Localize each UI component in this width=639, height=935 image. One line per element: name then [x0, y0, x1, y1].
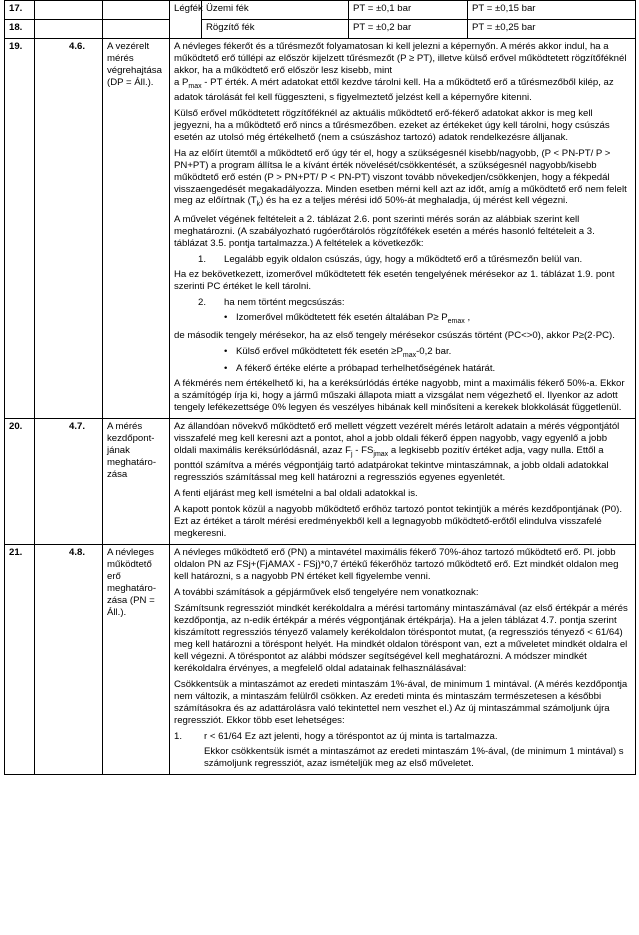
table-row [5, 1, 636, 20]
section-title: A vezérelt mérés végrehajtása (DP = Áll.). [103, 39, 170, 419]
section-number: 4.8. [35, 544, 103, 774]
list-item: 2. ha nem történt megcsúszás: [198, 297, 345, 309]
list-item: • Izomerővel működtetett fék esetén általában $P\ge P_{emax}$ , [224, 312, 471, 325]
row-number: 20. [5, 419, 35, 545]
paragraph: Ha az előírt ütemtől a működtető erő úgy tér el, hogy a szükségesnél kisebb/nagyobb, (P < PN-PT/ P > PN+PT) a program állítsa le a kívánt érték növelését/csökkentését, a szükségesnél nagyobb/kisebb működtető erő estén (P > PN+PT/ P < PN-PT) viszont tovább növekedjen/csökkenjen, hogy a fékpedál visszaengedését megakadályozza. Minden esetben mérni kell azt az időt, amíg a működtető erő nem felelt meg az előírtnak $(T_k)$ és ha ez a teljes mérési idő 50%-át meghaladja, új mérést kell végezni. [174, 147, 627, 209]
paragraph: Külső erővel működtetett rögzítőféknél az aktuális működtető erő-fékerő adatokat akkor is meg kell jegyezni, ha a működtető erő nincs a tűrésmezőben. ezeket az értékeket úgy kell tárolni, hogy csúszás esetén az utolsó még értékelhető (nem a csúszáshoz tartozó) adatok rendelkezésre álljanak. [174, 107, 610, 143]
paragraph: A további számítások a gépjárművek első tengelyére nem vonatkoznak: [174, 586, 479, 598]
section-body [170, 419, 636, 545]
bullet-icon: • [224, 363, 228, 375]
tolerance-value: PT = ±0,2 bar [349, 20, 468, 39]
list-item: • A fékerő értéke elérte a próbapad terhelhetőségének határát. [224, 363, 496, 375]
table-row [5, 419, 636, 545]
paragraph: Ekkor csökkentsük ismét a mintaszámot az eredeti mintaszám 1%-ával, (de minimum 1 mintával) s számoljunk regressziót, azaz ismételjük meg az első műveletet. [204, 745, 624, 769]
section-body [170, 39, 636, 419]
table-row [5, 20, 636, 39]
paragraph: A névleges fékerőt és a tűrésmezőt folyamatosan ki kell jelezni a képernyőn. A mérés akkor indul, ha a működtető erő túllépi az először kijelzett tűrésmezőt (P ≥ PT), illetve külső erővel működtetett rögzítőféknél akkor, ha a működtető erő először lesz kisebb, mint a $P_{max}$ - PT érték. A mért adatokat ettől kezdve tárolni kell. Ha a működtető erő a tűrésmezőből kilép, az adatok tárolását fel kell függeszteni, s figyelmeztető jelzést kell a képernyőre kitenni. [174, 41, 627, 103]
brake-type: Üzemi fék [202, 1, 349, 20]
section-title: A mérés kezdőpont-jának meghatáro-zása [103, 419, 170, 545]
list-item: • Külső erővel működtetett fék esetén $\ge P_{max}-0,2$ bar. [224, 345, 452, 359]
paragraph: A kapott pontok közül a nagyobb működtető erőhöz tartozó pontot tekintjük a mérés kezdőpontjának (P0). Ezt az értéket a tárolt mérési eredményekből kell a legnagyobb működtető-erőtől elindulva visszafelé megkeresni. [174, 503, 622, 539]
list-item: 1. Legalább egyik oldalon csúszás, úgy, hogy a működtető erő a tűrésmezőn belül van. [198, 254, 583, 266]
row-number: 21. [5, 544, 35, 774]
tolerance-value: PT = ±0,25 bar [468, 20, 636, 39]
row-number: 18. [5, 20, 35, 39]
bullet-icon: • [224, 312, 228, 324]
paragraph: Csökkentsük a mintaszámot az eredeti mintaszám 1%-ával, de minimum 1 mintával. (A mérés kezdőpontja nem változik, a mintaszám felülről csökken. Az eredeti minta és mintaszám természetesen a későbbi számításokra és az adattárolásra való tekintettel nem veszhet el.) Az új mintaszámmal számoljunk újra regressziót. Ekkor több eset lehetséges: [174, 678, 628, 726]
section-number: 4.7. [35, 419, 103, 545]
brake-type: Rögzítő fék [202, 20, 349, 39]
tolerance-value: PT = ±0,1 bar [349, 1, 468, 20]
document-table [4, 0, 636, 775]
bullet-icon: • [224, 345, 228, 357]
row-number: 19. [5, 39, 35, 419]
table-row [5, 544, 636, 774]
paragraph: A művelet végének feltételeit a 2. táblázat 2.6. pont szerinti mérés során az alábbiak szerint kell meghatározni. (A szabályozható rugóerőtárolós rögzítőfékek esetén a mérés hasonló feltételeit a 3. táblázat 3.5. pontja tartalmazza.) A feltételek a következők: [174, 214, 595, 250]
paragraph: Az állandóan növekvő működtető erő mellett végzett vezérelt mérés letárolt adatain a mérés végpontjától visszafelé meg kell keresni azt a pontot, ahol a jobb oldali fékerő éppen nagyobb, vagy egyenlő a jobb oldali maximális keréksúrlódásnál, azaz $F_j - FS_{jmax}$ a legkisebb pozitív értéket adja, vagy nulla. Ettől a ponttól számítva a mérés végpontjáig tartó adatpárokat tekintve mintaszámnak, a jobb oldali adatokkal regressziós számítással meg kell határozni a regressziós egyenes egyenletét. [174, 421, 620, 483]
row-number: 17. [5, 1, 35, 20]
paragraph: A névleges működtető erő (PN) a mintavétel maximális fékerő 70%-ához tartozó működtető erő. Pl. jobb oldalon PN az FSj+(FjAMAX - FSj)*0,7 értékű fékerőhöz tartozó működtető erő. Ezt mindkét oldalon meg kell határozni, s a nagyobb PN értéket kell figyelembe venni. [174, 546, 619, 582]
paragraph: Ha ez bekövetkezett, izomerővel működtetett fék esetén tengelyének mérésekor az 1. táblázat 1.9. pont szerinti PC értéket le kell tárolni. [174, 269, 615, 293]
list-item: 1. r < 61/64 Ez azt jelenti, hogy a töréspontot az új minta is tartalmazza. [174, 730, 498, 742]
brake-kind [170, 20, 202, 39]
paragraph: Számítsunk regressziót mindkét kerékoldalra a mérési tartomány mintaszámával (az első értékpár a mérés kezdőpontja, az n-edik értékpár a mérés végpontjának értékpárja). Ha a jelen táblázat 4.7. pontja szerint kiszámított regressziós tényező valamely kerékoldalon töréspontot mutat, (a regressziós tényező < 61/64) meg kell határozni a töréspont helyét. Ha mindkét oldalon töréspont van, ezt a műveletet mindkét oldalra el kell végezni. A töréspontot az alábbi módszer segítségével kell meghatározni. A módszer mindkét kerékoldalra érvényes, a megfelelő oldal adatainak felhasználásával: [174, 602, 628, 674]
section-number: 4.6. [35, 39, 103, 419]
tolerance-value: PT = ±0,15 bar [468, 1, 636, 20]
paragraph: A fenti eljárást meg kell ismételni a bal oldali adatokkal is. [174, 487, 418, 499]
paragraph: de második tengely mérésekor, ha az első tengely mérésekor csúszás történt (PC<>0), akkor P≥(2·PC). [174, 329, 615, 341]
section-body [170, 544, 636, 774]
brake-kind: Légfék [170, 1, 202, 20]
table-row [5, 39, 636, 419]
paragraph: A fékmérés nem értékelhető ki, ha a keréksúrlódás értéke nagyobb, mint a maximális fékerő 50%-a. Ekkor a számítógép írja ki, hogy a jármű műszaki állapota miatt a vizsgálat nem végezhető el. Ilyenkor az adott tengely lefékezettsége 0% legyen és veszélyes hibának kell minősíteni a kerekek blokkolását függetlenül. [174, 378, 625, 414]
section-title: A névleges működtető erő meghatáro-zása (PN = Áll.). [103, 544, 170, 774]
